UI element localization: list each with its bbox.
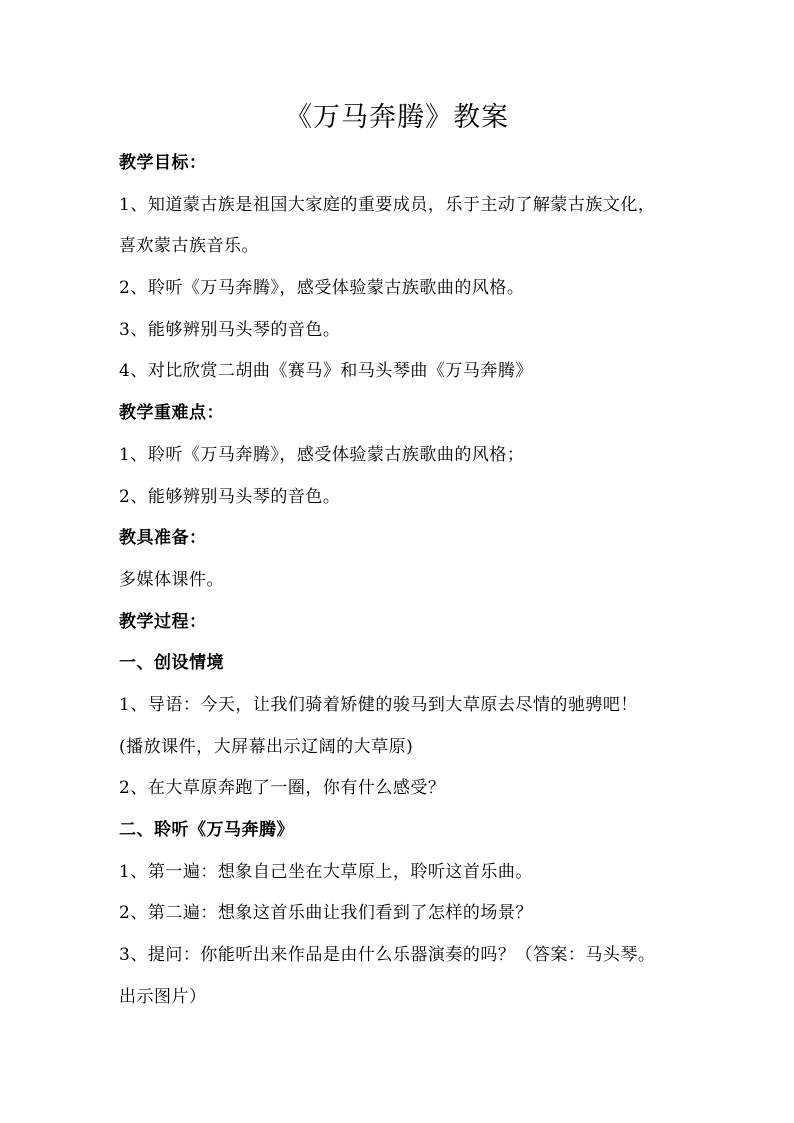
body-line: (播放课件，大屏幕出示辽阔的大草原) bbox=[119, 736, 414, 757]
body-line: 2、聆听《万马奔腾》，感受体验蒙古族歌曲的风格。 bbox=[119, 278, 525, 299]
section-heading: 一、创设情境 bbox=[119, 653, 224, 674]
body-line: 3、能够辨别马头琴的音色。 bbox=[119, 319, 341, 340]
section-heading: 教学过程： bbox=[119, 611, 207, 632]
body-line: 2、在大草原奔跑了一圈，你有什么感受？ bbox=[119, 778, 446, 799]
body-line: 2、能够辨别马头琴的音色。 bbox=[119, 486, 341, 507]
body-line: 2、第二遍：想象这首乐曲让我们看到了怎样的场景？ bbox=[119, 903, 533, 924]
section-heading: 教具准备： bbox=[119, 528, 207, 549]
body-line: 1、第一遍：想象自己坐在大草原上，聆听这首乐曲。 bbox=[119, 861, 533, 882]
body-line: 喜欢蒙古族音乐。 bbox=[119, 236, 259, 257]
body-line: 3、提问：你能听出来作品是由什么乐器演奏的吗？（答案：马头琴。 bbox=[119, 945, 656, 966]
body-line: 出示图片） bbox=[119, 986, 207, 1007]
section-heading: 教学重难点： bbox=[119, 403, 224, 424]
section-heading: 教学目标： bbox=[119, 153, 207, 173]
document-title: 《万马奔腾》教案 bbox=[285, 102, 509, 133]
body-line: 1、聆听《万马奔腾》，感受体验蒙古族歌曲的风格； bbox=[119, 444, 525, 465]
document-body bbox=[119, 143, 679, 1018]
body-line: 1、知道蒙古族是祖国大家庭的重要成员，乐于主动了解蒙古族文化， bbox=[119, 194, 656, 215]
body-line: 多媒体课件。 bbox=[119, 569, 224, 590]
section-heading: 二、聆听《万马奔腾》 bbox=[119, 820, 294, 840]
body-line: 1、导语：今天，让我们骑着矫健的骏马到大草原去尽情的驰骋吧！ bbox=[119, 694, 638, 715]
body-line: 4、对比欣赏二胡曲《赛马》和马头琴曲《万马奔腾》 bbox=[119, 361, 533, 382]
